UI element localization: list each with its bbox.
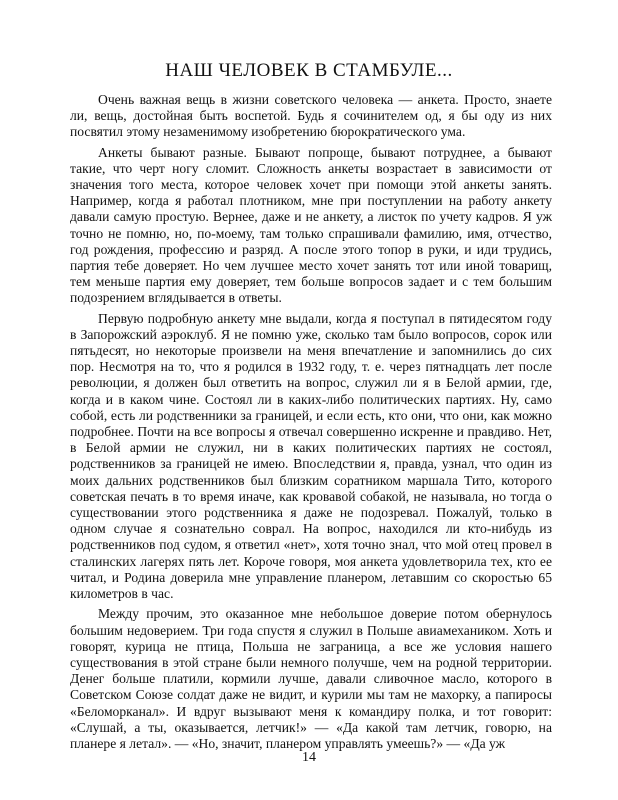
paragraph-4: Между прочим, это оказанное мне небольшое доверие потом обернулось большим недоверием. Три года спустя я служил в Польше авиамехаником. Хоть и говорят, курица не птица, Польша не заграница, а все же условия нашего существования в этой стране были немного получше, чем на родной территории. Денег больше платили, кормили лучше, давали сливочное масло, которого в Советском Союзе солдат даже не видит, и курили мы там не махорку, а папиросы «Беломорканал». И вдруг вызывают меня к командиру полка, и тот говорит: «Слушай, а ты, оказывается, летчик!» — «Да какой там летчик, говорю, на планере я летал». — «Но, значит, планером управлять умеешь?» — «Да уж — [70, 606, 552, 751]
body-text — [70, 92, 552, 756]
paragraph-3: Первую подробную анкету мне выдали, когда я поступал в пятидесятом году в Запорожский аэроклуб. Я не помню уже, сколько там было вопросов, сорок или пятьдесят, но некоторые произвели на меня впечатление и запомнились до сих пор. Несмотря на то, что я родился в 1932 году, т. е. через пятнадцать лет после революции, я должен был ответить на вопрос, служил ли я в Белой армии, где, когда и в каком чине. Состоял ли в каких-либо политических партиях. Ну, само собой, есть ли родственники за границей, и если есть, кто они, что они, как можно подробнее. Почти на все вопросы я отвечал совершенно искренне и правдиво. Нет, в Белой армии не служил, ни в каких политических партиях не состоял, родственников за границей не имею. Впоследствии я, правда, узнал, что один из моих дальних родственников был близким соратником маршала Тито, которого советская печать в то время иначе, как кровавой собакой, не называла, но тогда о существовании этого родственника я даже не подозревал. Пожалуй, только в одном случае я сознательно соврал. На вопрос, находился ли кто-нибудь из родственников под судом, я ответил «нет», хотя точно знал, что мой отец провел в сталинских лагерях пять лет. Короче говоря, моя анкета удовлетворила тех, кто ее читал, и Родина доверила мне управление планером, летавшим со скоростью 65 километров в час. — [70, 310, 552, 602]
paragraph-1: Очень важная вещь в жизни советского человека — анкета. Просто, знаете ли, вещь, достойная быть воспетой. Будь я сочинителем од, я бы оду из них посвятил этому незаменимому изобретению бюрократического ума. — [70, 92, 552, 140]
chapter-title: НАШ ЧЕЛОВЕК В СТАМБУЛЕ... — [165, 60, 453, 81]
paragraph-2: Анкеты бывают разные. Бывают попроще, бывают потруднее, а бывают такие, что черт ногу сломит. Сложность анкеты возрастает в зависимости от значения того места, которое человек хочет при помощи этой анкеты занять. Например, когда я работал плотником, мне при поступлении на работу анкету давали самую простую. Вернее, даже и не анкету, а листок по учету кадров. Я уж точно не помню, но, по-моему, там только спрашивали фамилию, имя, отчество, год рождения, профессию и разряд. А после этого топор в руки, и иди трудись, партия тебе доверяет. Но чем лучшее место хочет занять тот или иной товарищ, тем меньше партия ему доверяет, тем больше вопросов задает и с тем большим подозрением вглядывается в ответы. — [70, 144, 552, 306]
page-number: 14 — [302, 750, 316, 765]
